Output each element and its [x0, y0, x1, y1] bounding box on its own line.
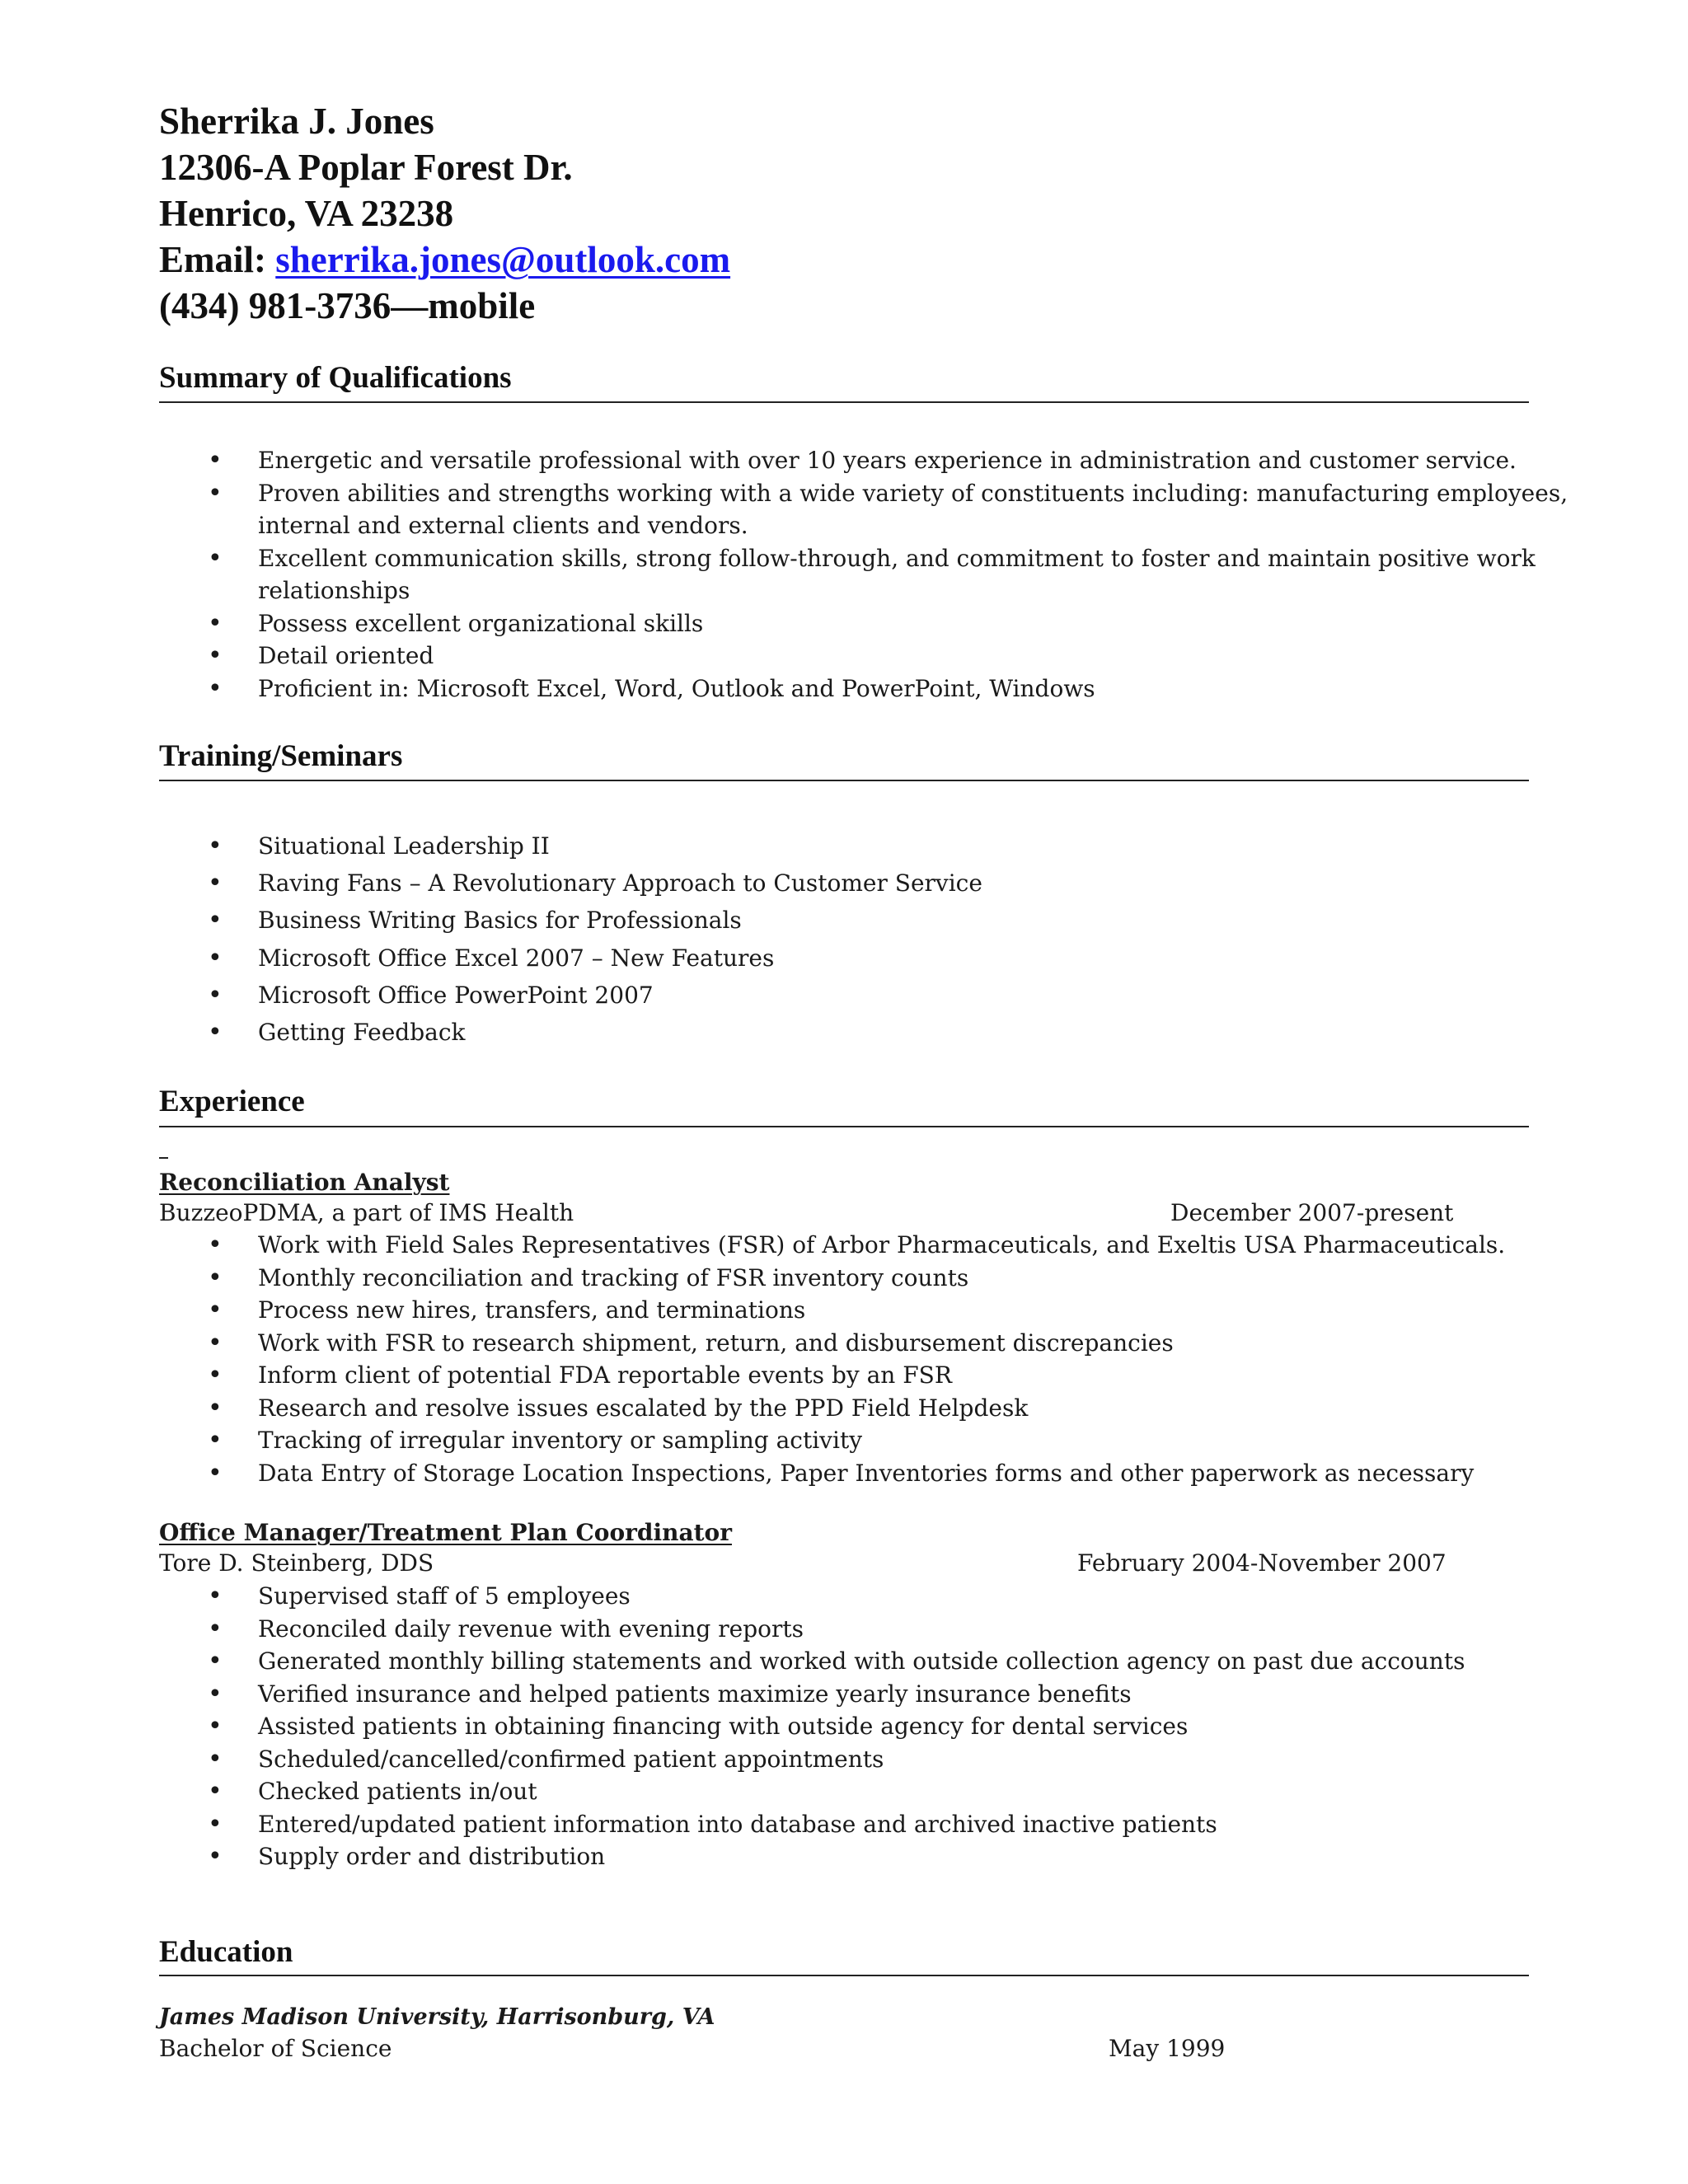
bullet-glyph: • — [208, 1263, 223, 1292]
graduation-date: May 1999 — [1109, 2035, 1226, 2062]
summary-item — [159, 640, 1568, 673]
education-heading: Education — [159, 1935, 293, 1969]
duty-item — [159, 1229, 1505, 1262]
bullet-glyph: • — [208, 1582, 223, 1610]
training-item — [159, 865, 982, 902]
training-list — [159, 827, 982, 1051]
summary-item-text: relationships — [258, 577, 410, 604]
stray-underline-mark — [159, 1157, 168, 1159]
summary-list — [159, 444, 1568, 705]
duty-item — [159, 1294, 1505, 1327]
duty-item — [159, 1392, 1505, 1425]
duty-item-text: Checked patients in/out — [258, 1778, 537, 1805]
duty-item — [159, 1613, 1465, 1646]
job-1-title: Reconciliation Analyst — [159, 1169, 450, 1196]
duty-item — [159, 1645, 1465, 1678]
duty-item — [159, 1457, 1505, 1490]
duty-item-text: Process new hires, transfers, and terminations — [258, 1296, 806, 1324]
summary-item-text: Proficient in: Microsoft Excel, Word, Outlook and PowerPoint, Windows — [258, 674, 1095, 702]
training-item-text: Situational Leadership II — [258, 832, 550, 860]
duty-item-text: Tracking of irregular inventory or sampling activity — [258, 1427, 863, 1454]
training-item-text: Business Writing Basics for Professionals — [258, 907, 742, 935]
job-2-employer: Tore D. Steinberg, DDS — [159, 1549, 434, 1577]
duty-item — [159, 1808, 1465, 1841]
duty-item — [159, 1327, 1505, 1360]
duty-item — [159, 1840, 1465, 1873]
address-city: Henrico, VA 23238 — [159, 193, 454, 234]
bullet-glyph: • — [208, 1842, 223, 1871]
duty-item — [159, 1424, 1505, 1457]
bullet-glyph: • — [208, 1647, 223, 1675]
job-1-employer: BuzzeoPDMA, a part of IMS Health — [159, 1199, 574, 1226]
bullet-glyph: • — [208, 1230, 223, 1259]
applicant-name: Sherrika J. Jones — [159, 101, 434, 142]
bullet-glyph: • — [208, 1018, 223, 1047]
job-2-duties — [159, 1580, 1465, 1873]
job-2-dates: February 2004-November 2007 — [1077, 1549, 1447, 1577]
bullet-glyph: • — [208, 608, 223, 638]
duty-item-text: Data Entry of Storage Location Inspections, Paper Inventories forms and other paperwork as necessary — [258, 1459, 1475, 1487]
duty-item-text: Assisted patients in obtaining financing with outside agency for dental services — [258, 1713, 1189, 1740]
duty-item-text: Monthly reconciliation and tracking of FSR inventory counts — [258, 1263, 969, 1291]
bullet-glyph: • — [208, 1679, 223, 1708]
bullet-glyph: • — [208, 869, 223, 898]
training-item-text: Raving Fans – A Revolutionary Approach to Customer Service — [258, 869, 982, 898]
bullet-glyph: • — [208, 1458, 223, 1488]
summary-item — [159, 607, 1568, 640]
bullet-glyph: • — [208, 1712, 223, 1741]
duty-item-text: Reconciled daily revenue with evening reports — [258, 1615, 804, 1643]
training-item-text: Getting Feedback — [258, 1019, 466, 1047]
summary-item-text: Possess excellent organizational skills — [258, 609, 704, 637]
duty-item — [159, 1678, 1465, 1711]
bullet-glyph: • — [208, 1296, 223, 1324]
duty-item — [159, 1262, 1505, 1295]
training-item-text: Microsoft Office PowerPoint 2007 — [258, 981, 654, 1009]
bullet-glyph: • — [208, 1777, 223, 1806]
duty-item-text: Work with Field Sales Representatives (FSR) of Arbor Pharmaceuticals, and Exeltis USA Pharmaceuticals. — [258, 1231, 1506, 1258]
summary-item — [159, 673, 1568, 705]
education-divider — [159, 1975, 1529, 1976]
summary-item-text: internal and external clients and vendors. — [258, 512, 748, 539]
bullet-glyph: • — [208, 641, 223, 670]
duty-item-text: Entered/updated patient information into database and archived inactive patients — [258, 1810, 1217, 1838]
duty-item-text: Inform client of potential FDA reportable events by an FSR — [258, 1361, 952, 1389]
summary-heading: Summary of Qualifications — [159, 361, 512, 395]
bullet-glyph: • — [208, 943, 223, 972]
training-item — [159, 940, 982, 977]
duty-item — [159, 1775, 1465, 1808]
experience-divider — [159, 1126, 1529, 1127]
training-heading: Training/Seminars — [159, 739, 403, 773]
bullet-glyph: • — [208, 1361, 223, 1390]
bullet-glyph: • — [208, 1809, 223, 1839]
summary-item-text: Energetic and versatile professional with over 10 years experience in administration and customer service. — [258, 447, 1517, 474]
experience-heading: Experience — [159, 1085, 305, 1118]
bullet-glyph: • — [208, 1614, 223, 1643]
duty-item-text: Research and resolve issues escalated by the PPD Field Helpdesk — [258, 1394, 1029, 1422]
training-item-text: Microsoft Office Excel 2007 – New Features — [258, 944, 775, 972]
duty-item-text: Work with FSR to research shipment, return, and disbursement discrepancies — [258, 1329, 1174, 1357]
training-item — [159, 902, 982, 939]
summary-item-text: Proven abilities and strengths working with a wide variety of constituents including: manufacturing employees, — [258, 479, 1568, 507]
bullet-glyph: • — [208, 543, 223, 573]
school-name: James Madison University, Harrisonburg, VA — [159, 2004, 715, 2030]
duty-item — [159, 1743, 1465, 1776]
summary-item — [159, 444, 1568, 477]
bullet-glyph: • — [208, 478, 223, 508]
summary-item — [159, 542, 1568, 607]
training-item — [159, 827, 982, 865]
duty-item — [159, 1710, 1465, 1743]
summary-item-text: Excellent communication skills, strong follow-through, and commitment to foster and maintain positive work — [258, 544, 1536, 572]
bullet-glyph: • — [208, 1426, 223, 1455]
duty-item-text: Scheduled/cancelled/confirmed patient appointments — [258, 1745, 884, 1773]
training-divider — [159, 780, 1529, 781]
training-item — [159, 1014, 982, 1051]
duty-item — [159, 1580, 1465, 1613]
duty-item-text: Verified insurance and helped patients maximize yearly insurance benefits — [258, 1680, 1132, 1708]
bullet-glyph: • — [208, 446, 223, 475]
address-street: 12306-A Poplar Forest Dr. — [159, 147, 573, 188]
email-label: Email: — [159, 239, 266, 280]
bullet-glyph: • — [208, 980, 223, 1010]
duty-item-text: Supervised staff of 5 employees — [258, 1582, 631, 1610]
bullet-glyph: • — [208, 906, 223, 935]
bullet-glyph: • — [208, 832, 223, 860]
duty-item-text: Generated monthly billing statements and worked with outside collection agency on past due accounts — [258, 1647, 1465, 1675]
bullet-glyph: • — [208, 673, 223, 703]
degree: Bachelor of Science — [159, 2035, 392, 2062]
summary-divider — [159, 401, 1529, 403]
summary-item-text: Detail oriented — [258, 642, 434, 669]
duty-item-text: Supply order and distribution — [258, 1843, 606, 1870]
job-1-duties — [159, 1229, 1505, 1489]
bullet-glyph: • — [208, 1744, 223, 1774]
phone-number: (434) 981-3736—mobile — [159, 285, 536, 326]
bullet-glyph: • — [208, 1393, 223, 1422]
training-item — [159, 977, 982, 1014]
summary-item — [159, 477, 1568, 542]
email-link[interactable]: sherrika.jones@outlook.com — [275, 239, 731, 280]
job-2-title: Office Manager/Treatment Plan Coordinator — [159, 1519, 732, 1546]
email-line — [159, 237, 730, 283]
bullet-glyph: • — [208, 1328, 223, 1357]
job-1-dates: December 2007-present — [1170, 1199, 1454, 1226]
duty-item — [159, 1359, 1505, 1392]
